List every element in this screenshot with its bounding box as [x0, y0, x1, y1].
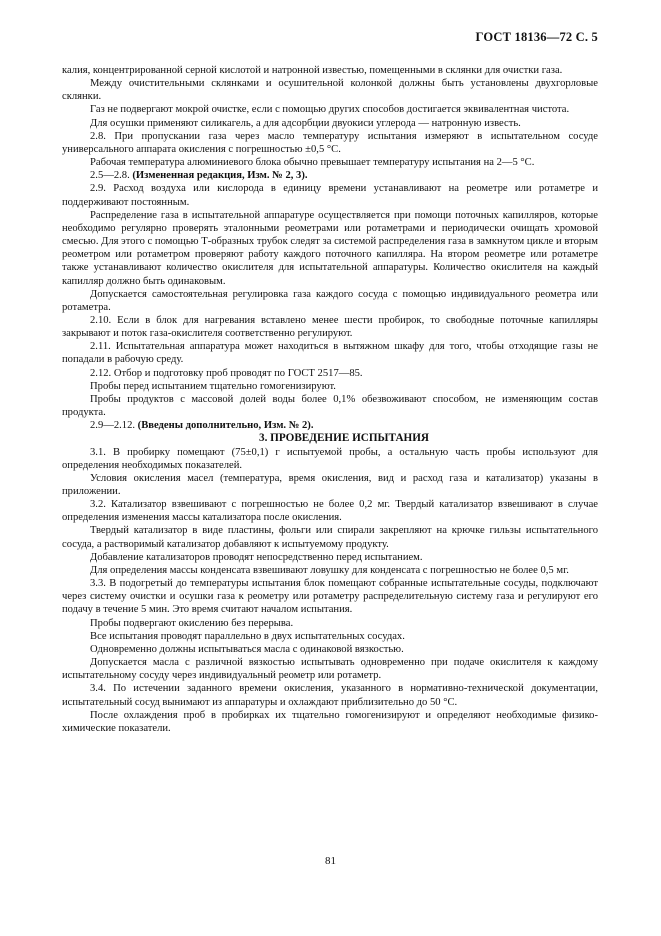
paragraph: Пробы продуктов с массовой долей воды более 0,1% обезвоживают способом, не изменяющим состав продукта. [62, 393, 598, 419]
paragraph: 2.12. Отбор и подготовку проб проводят по ГОСТ 2517—85. [90, 367, 363, 379]
page-header: ГОСТ 18136—72 С. 5 [475, 30, 598, 44]
document-body [62, 64, 598, 735]
paragraph: 2.10. Если в блок для нагревания вставлено менее шести пробирок, то свободные поточные капилляры закрывают и поток газа-окислителя соответственно регулируют. [62, 314, 598, 340]
paragraph: Между очистительными склянками и осушительной колонкой должны быть установлены двухгорловые склянки. [62, 78, 598, 103]
paragraph: 3.2. Катализатор взвешивают с погрешностью не более 0,2 мг. Твердый катализатор взвешивают в случае определения изменения массы катализатора после окисления. [62, 499, 598, 524]
paragraph: Пробы подвергают окислению без перерыва. [90, 617, 294, 629]
paragraph: 2.9. Расход воздуха или кислорода в единицу времени устанавливают на реометре или ротаметре и поддерживают постоянным. [62, 183, 598, 208]
amendment-note [62, 169, 598, 182]
paragraph: Пробы перед испытанием тщательно гомогенизируют. [90, 380, 336, 392]
amendment-note [62, 419, 598, 432]
paragraph: 3.1. В пробирку помещают (75±0,1) г испытуемой пробы, а остальную часть пробы используют для определения необходимых показателей. [62, 446, 598, 471]
paragraph: Для осушки применяют силикагель, а для адсорбции двуокиси углерода — натронную известь. [90, 117, 521, 129]
paragraph: Газ не подвергают мокрой очистке, если с помощью других способов достигается эквивалентная чистота. [90, 104, 570, 116]
paragraph: Допускается самостоятельная регулировка газа каждого сосуда с помощью индивидуального реометра или ротаметра. [62, 288, 598, 313]
section-title: 3. ПРОВЕДЕНИЕ ИСПЫТАНИЯ [258, 432, 430, 445]
amendment-bold: (Измененная редакция, Изм. № 2, 3). [132, 170, 308, 182]
amendment-bold: (Введены дополнительно, Изм. № 2). [137, 420, 314, 432]
section-2-continuation [62, 64, 598, 432]
amendment-prefix: 2.5—2.8. [90, 170, 133, 182]
amendment-prefix: 2.9—2.12. [90, 420, 138, 432]
paragraph: Все испытания проводят параллельно в двух испытательных сосудах. [90, 630, 405, 642]
paragraph: Допускается масла с различной вязкостью испытывать одновременно при подаче окислителя к каждому испытательному сосуду через индивидуальный реометр или ротаметр. [62, 657, 598, 682]
paragraph: 3.4. По истечении заданного времени окисления, указанного в нормативно-технической документации, испытательный сосуд вынимают из аппаратуры и охлаждают приблизительно до 50 °С. [62, 683, 598, 708]
paragraph: После охлаждения проб в пробирках их тщательно гомогенизируют и определяют необходимые физико-химические показатели. [62, 709, 598, 734]
paragraph: Одновременно должны испытываться масла с одинаковой вязкостью. [90, 643, 404, 655]
paragraph: Распределение газа в испытательной аппаратуре осуществляется при помощи поточных капилляров, которые необходимо регулярно проверять эталонными реометрами или ротаметрами и периодически очищать хромовой смесью. Для этого с помощью Т-образных трубок следят за системой распределения газа в замкнутом цикле и вторым реометром или ротаметром проверяют работу каждого поточного капилляра. На втором реометре или ротаметре также устанавливают количество окислителя для испытательной аппаратуры. Количество окислителя на каждый капилляр должно быть одинаковым. [62, 209, 598, 287]
paragraph: Рабочая температура алюминиевого блока обычно превышает температуру испытания на 2—5 °С. [90, 157, 535, 169]
paragraph: Добавление катализаторов проводят непосредственно перед испытанием. [90, 551, 423, 563]
paragraph: Для определения массы конденсата взвешивают ловушку для конденсата с погрешностью не более 0,5 мг. [90, 564, 569, 576]
paragraph: Условия окисления масел (температура, время окисления, вид и расход газа и катализатор) указаны в приложении. [62, 472, 598, 497]
paragraph: Твердый катализатор в виде пластины, фольги или спирали закрепляют на крючке гильзы испытательного сосуда, а растворимый катализатор добавляют к испытуемому продукту. [62, 525, 598, 550]
page-number: 81 [325, 855, 336, 867]
section-3 [62, 446, 598, 735]
paragraph: 2.11. Испытательная аппаратура может находиться в вытяжном шкафу для того, чтобы отходящие газы не попадали в рабочую среду. [62, 341, 598, 366]
paragraph: 2.8. При пропускании газа через масло температуру испытания измеряют в испытательном сосуде универсального аппарата окисления с погрешностью ±0,5 °С. [62, 130, 598, 155]
paragraph: 3.3. В подогретый до температуры испытания блок помещают собранные испытательные сосуды, подключают через систему очистки и осушки газа к реометру или ротаметру распределительную систему газа и регулируют его подачу в течение 5 мин. Это время считают началом испытания. [62, 578, 598, 616]
paragraph: калия, концентрированной серной кислотой и натронной известью, помещенными в склянки для очистки газа. [62, 65, 563, 76]
